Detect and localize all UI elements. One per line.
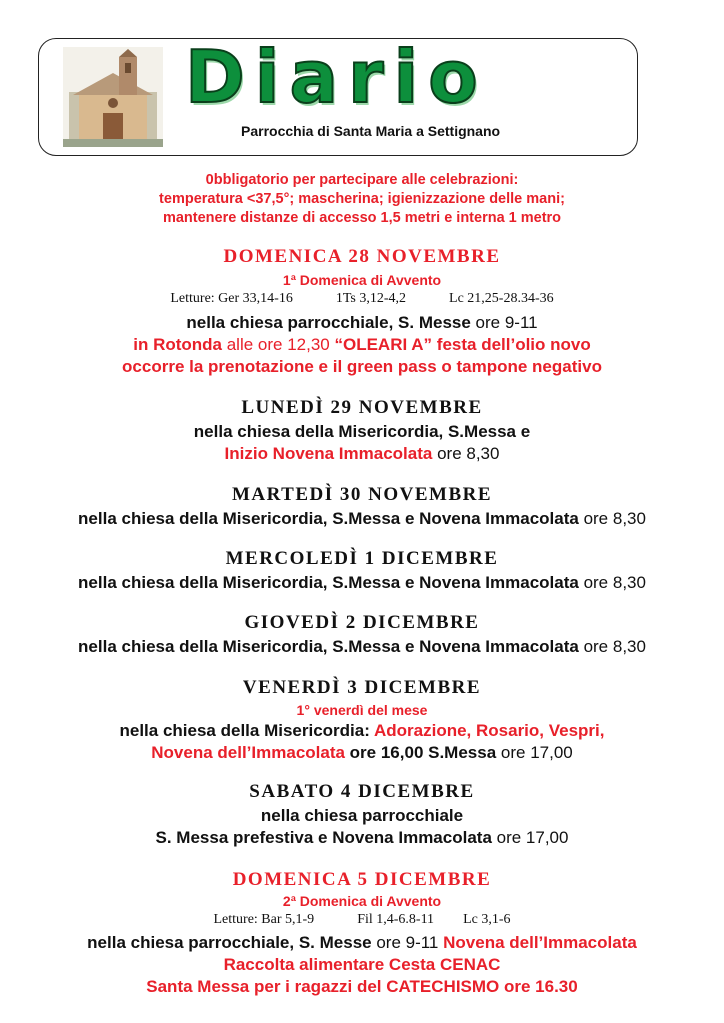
- friday-novena-label: Novena dell’Immacolata: [151, 743, 345, 762]
- reading-3: Lc 21,25-28.34-36: [449, 291, 554, 306]
- oleari-event: “OLEARI A” festa dell’olio novo: [334, 335, 591, 354]
- mass-novena-label: nella chiesa della Misericordia, S.Messa e Novena Immacolata: [78, 509, 579, 528]
- prefestive-mass-line: [0, 828, 724, 848]
- rotonda-time: alle ore 12,30: [222, 335, 335, 354]
- day-heading-domenica-5: DOMENICA 5 DICEMBRE: [232, 869, 492, 890]
- mass-novena-time: ore 8,30: [578, 573, 646, 592]
- notice-line-2: temperatura <37,5°; mascherina; igienizzazione delle mani;: [159, 191, 565, 207]
- sunday-novena-label: Novena dell’Immacolata: [443, 933, 637, 952]
- adoration-location: nella chiesa della Misericordia:: [119, 721, 374, 740]
- mass-time: ore 9-11: [371, 933, 444, 952]
- mass-novena-line: [0, 509, 724, 529]
- friday-novena-time: ore 16,00 S.Messa: [344, 743, 497, 762]
- reading-1: Letture: Bar 5,1-9: [213, 912, 315, 927]
- prefestive-time: ore 17,00: [491, 828, 569, 847]
- parish-church-line: nella chiesa parrocchiale: [260, 806, 464, 825]
- day-heading-martedi-30: MARTEDÌ 30 NOVEMBRE: [231, 484, 493, 505]
- adoration-line: [0, 721, 724, 741]
- mass-novena-time: ore 8,30: [578, 509, 646, 528]
- day-heading-mercoledi-1: MERCOLEDÌ 1 DICEMBRE: [225, 548, 499, 569]
- friday-mass-time: ore 17,00: [496, 743, 573, 762]
- mass-line: [0, 313, 724, 333]
- notice-line-3: mantenere distanze di accesso 1,5 metri e interna 1 metro: [162, 210, 562, 226]
- novena-start-label: Inizio Novena Immacolata: [224, 444, 433, 463]
- day-heading-domenica-28: DOMENICA 28 NOVEMBRE: [223, 246, 501, 267]
- reading-2: 1Ts 3,12-4,2: [335, 291, 407, 306]
- day-heading-venerdi-3: VENERDÌ 3 DICEMBRE: [242, 677, 482, 698]
- food-collection-line: Raccolta alimentare Cesta CENAC: [223, 955, 501, 974]
- readings-line: [0, 291, 724, 307]
- reading-3: Lc 3,1-6: [463, 912, 511, 927]
- green-pass-line: occorre la prenotazione e il green pass o tampone negativo: [122, 357, 602, 376]
- mass-novena-line: [0, 637, 724, 657]
- notice-line-1: 0bbligatorio per partecipare alle celebrazioni:: [205, 172, 519, 188]
- parish-subtitle: Parrocchia di Santa Maria a Settignano: [241, 123, 501, 139]
- first-friday-subtitle: 1° venerdì del mese: [296, 702, 428, 718]
- liturgical-subtitle: 1ª Domenica di Avvento: [282, 272, 442, 288]
- readings-line: [0, 912, 724, 928]
- friday-novena-line: [0, 743, 724, 763]
- day-heading-lunedi-29: LUNEDÌ 29 NOVEMBRE: [241, 397, 483, 418]
- mass-line: [0, 933, 724, 953]
- prefestive-label: S. Messa prefestiva e Novena Immacolata: [155, 828, 492, 847]
- mass-novena-label: nella chiesa della Misericordia, S.Messa e Novena Immacolata: [78, 573, 579, 592]
- rotonda-label: in Rotonda: [133, 335, 222, 354]
- misericordia-line: nella chiesa della Misericordia, S.Messa e: [193, 422, 531, 441]
- header-box: [38, 35, 638, 156]
- day-heading-sabato-4: SABATO 4 DICEMBRE: [249, 781, 475, 802]
- title-diario: Diario: [185, 35, 488, 119]
- mass-time: ore 9-11: [470, 313, 538, 332]
- novena-start-line: [0, 444, 724, 464]
- reading-1: Letture: Ger 33,14-16: [170, 291, 293, 306]
- mass-novena-line: [0, 573, 724, 593]
- day-heading-giovedi-2: GIOVEDÌ 2 DICEMBRE: [244, 612, 480, 633]
- mass-location: nella chiesa parrocchiale, S. Messe: [186, 313, 471, 332]
- liturgical-subtitle: 2ª Domenica di Avvento: [282, 893, 442, 909]
- rotonda-line: [0, 335, 724, 355]
- catechism-mass-line: Santa Messa per i ragazzi del CATECHISMO ore 16.30: [146, 977, 578, 996]
- novena-start-time: ore 8,30: [432, 444, 500, 463]
- mass-novena-label: nella chiesa della Misericordia, S.Messa e Novena Immacolata: [78, 637, 579, 656]
- reading-2: Fil 1,4-6.8-11: [357, 912, 435, 927]
- mass-location: nella chiesa parrocchiale, S. Messe: [87, 933, 372, 952]
- mass-novena-time: ore 8,30: [578, 637, 646, 656]
- adoration-activities: Adorazione, Rosario, Vespri,: [373, 721, 605, 740]
- church-logo: [63, 47, 163, 147]
